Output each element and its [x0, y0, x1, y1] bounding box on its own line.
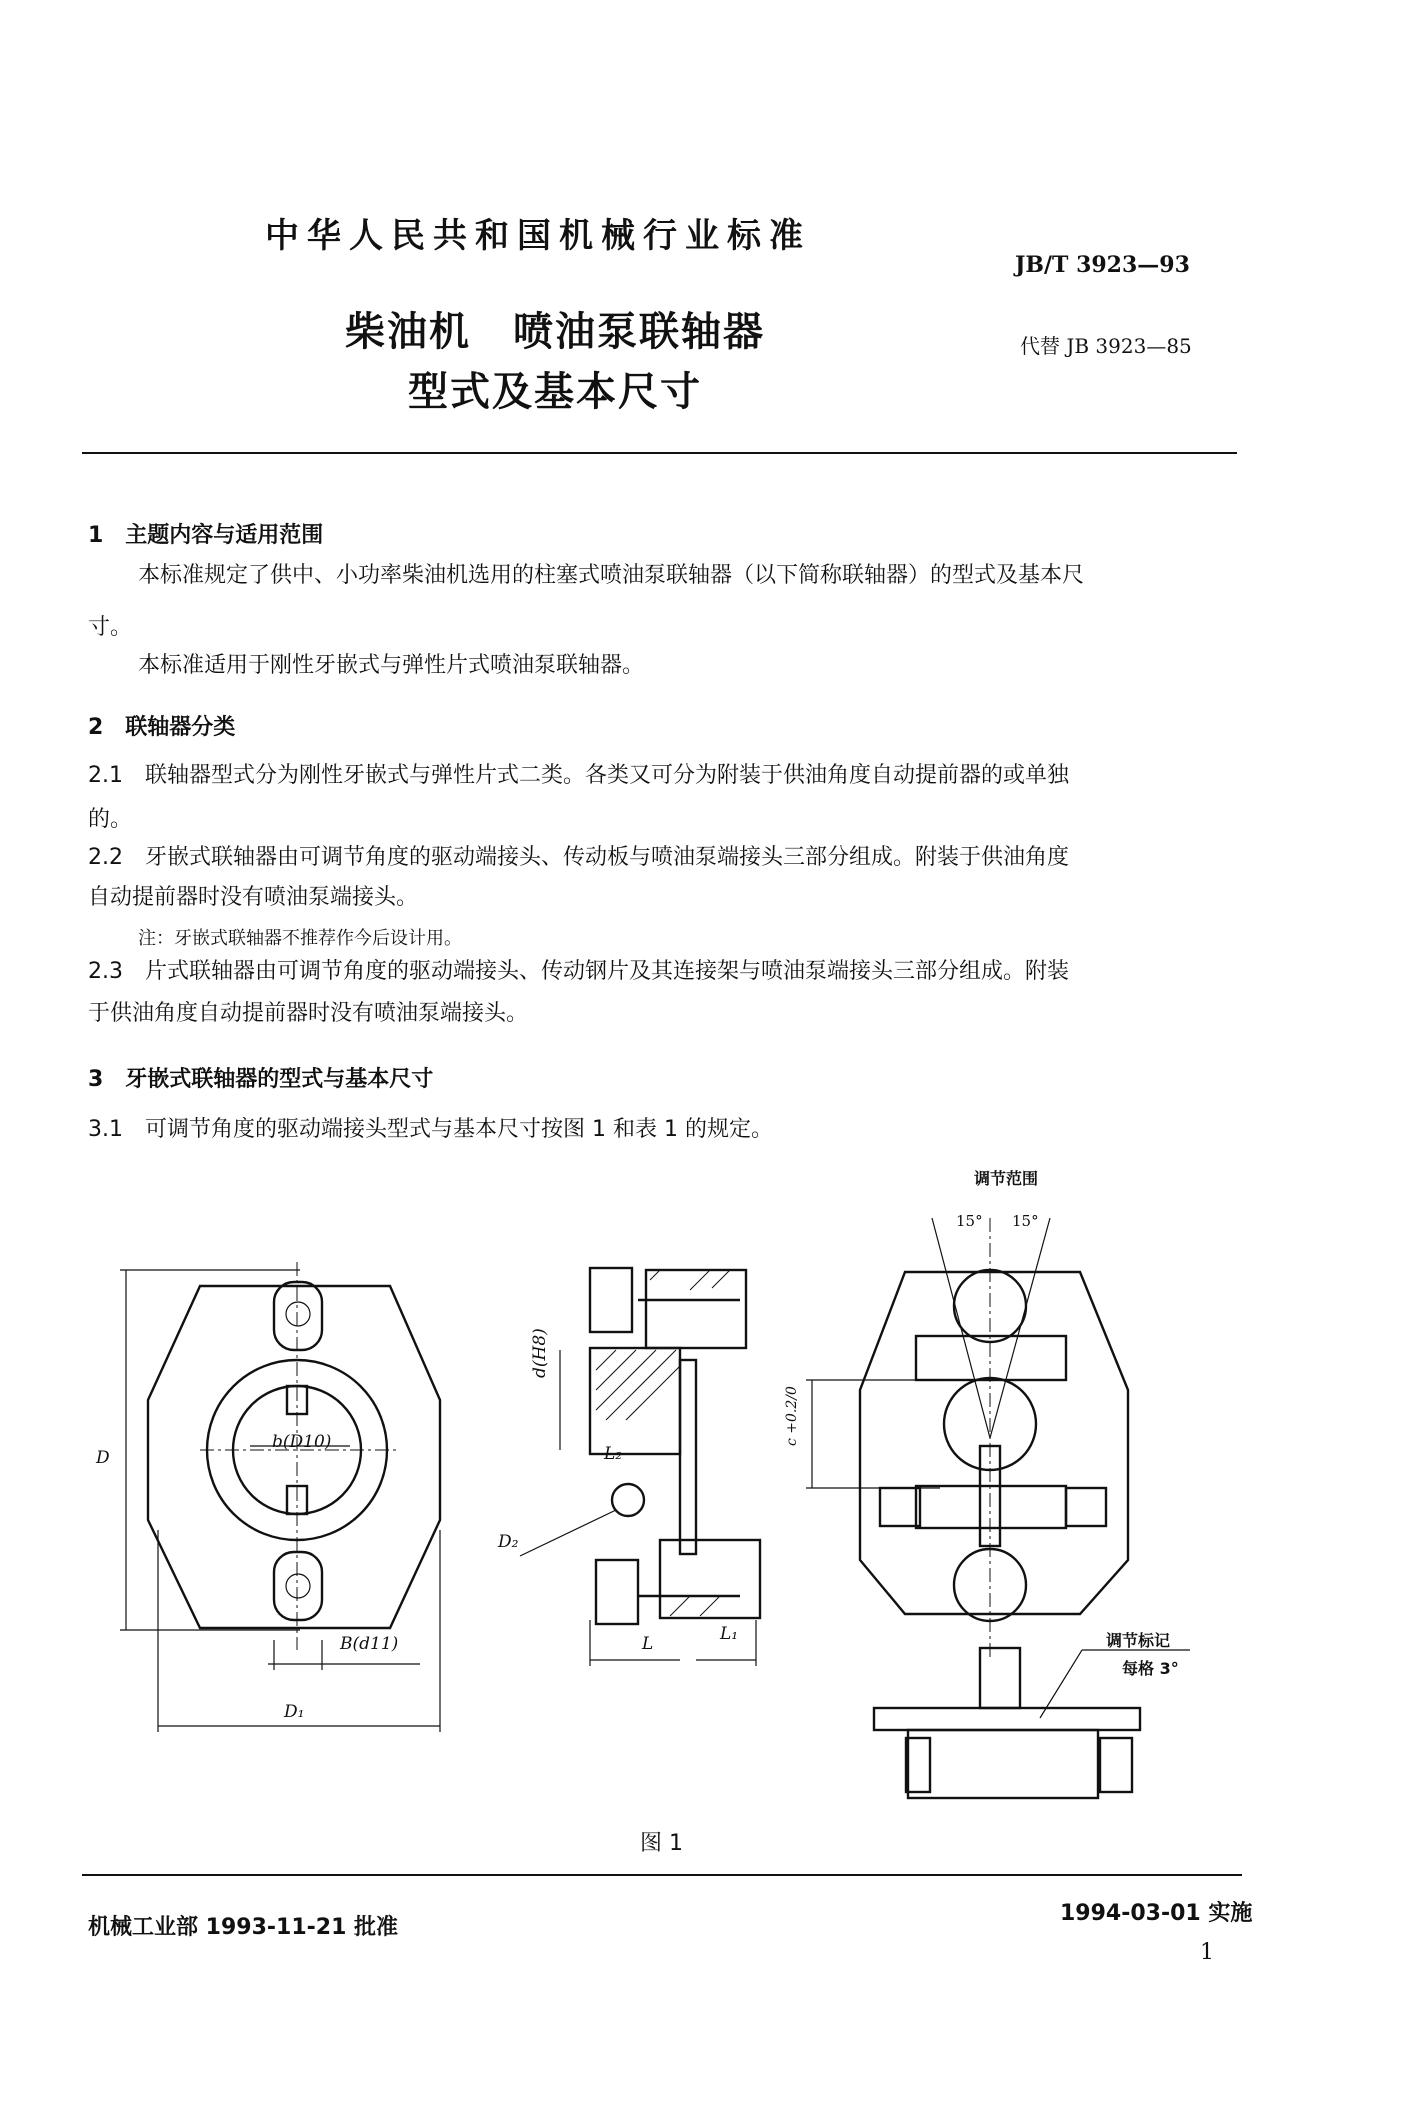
- clause-2-note: 注：牙嵌式联轴器不推荐作今后设计用。: [138, 928, 462, 949]
- label-angle-right: 15°: [1012, 1212, 1039, 1230]
- label-adjust-range: 调节范围: [974, 1169, 1039, 1188]
- section-view: [520, 1268, 760, 1666]
- label-L1: L₁: [720, 1624, 739, 1644]
- document-title-line1: 柴油机 喷油泵联轴器: [345, 309, 765, 355]
- label-per-grid: 每格 3°: [1122, 1659, 1179, 1678]
- standard-category-title: 中华人民共和国机械行业标准: [265, 216, 811, 256]
- adjustment-view: [806, 1218, 1190, 1798]
- section-1-title: 1 主题内容与适用范围: [88, 523, 324, 548]
- section-1-paragraph-2: 本标准适用于刚性牙嵌式与弹性片式喷油泵联轴器。: [138, 653, 645, 678]
- front-view: [120, 1262, 440, 1732]
- footer-divider: [82, 1874, 1242, 1876]
- section-1-paragraph-1: 本标准规定了供中、小功率柴油机选用的柱塞式喷油泵联轴器（以下简称联轴器）的型式及基本尺: [138, 563, 1085, 588]
- label-L2: L₂: [604, 1444, 623, 1464]
- header-divider: [82, 452, 1237, 454]
- section-3-title: 3 牙嵌式联轴器的型式与基本尺寸: [88, 1067, 434, 1092]
- clause-3-1: 3.1 可调节角度的驱动端接头型式与基本尺寸按图 1 和表 1 的规定。: [88, 1117, 773, 1142]
- effective-date: 1994-03-01 实施: [1060, 1901, 1253, 1926]
- figure-caption: 图 1: [640, 1831, 683, 1856]
- standard-number: JB/T 3923—93: [1015, 252, 1190, 278]
- figure-1-drawing: [0, 1150, 1424, 1830]
- clause-2-2-cont: 自动提前器时没有喷油泵端接头。: [88, 885, 419, 910]
- clause-2-2: 2.2 牙嵌式联轴器由可调节角度的驱动端接头、传动板与喷油泵端接头三部分组成。附装于供油角度: [88, 845, 1069, 870]
- label-B: B(d11): [340, 1634, 399, 1654]
- clause-2-3-cont: 于供油角度自动提前器时没有喷油泵端接头。: [88, 1001, 529, 1026]
- clause-2-3: 2.3 片式联轴器由可调节角度的驱动端接头、传动钢片及其连接架与喷油泵端接头三部分组成。附装: [88, 959, 1069, 984]
- label-L: L: [642, 1634, 654, 1654]
- page-number: 1: [1200, 1940, 1214, 1965]
- approval-info: 机械工业部 1993-11-21 批准: [88, 1915, 399, 1940]
- clause-2-1: 2.1 联轴器型式分为刚性牙嵌式与弹性片式二类。各类又可分为附装于供油角度自动提前器的或单独: [88, 763, 1069, 788]
- label-D: D: [96, 1448, 110, 1468]
- label-D1: D₁: [284, 1702, 305, 1722]
- replaces-standard: 代替 JB 3923—85: [1020, 334, 1192, 358]
- label-angle-left: 15°: [956, 1212, 983, 1230]
- section-2-title: 2 联轴器分类: [88, 715, 236, 740]
- label-b: b(D10): [272, 1432, 332, 1452]
- clause-2-1-cont: 的。: [88, 807, 133, 832]
- label-d: d(H8): [530, 1328, 550, 1378]
- section-1-paragraph-1-cont: 寸。: [88, 615, 133, 640]
- label-D2: D₂: [498, 1532, 519, 1552]
- label-adjust-mark: 调节标记: [1106, 1631, 1171, 1650]
- label-c: c +0.2/0: [784, 1386, 800, 1446]
- document-title-line2: 型式及基本尺寸: [408, 369, 702, 415]
